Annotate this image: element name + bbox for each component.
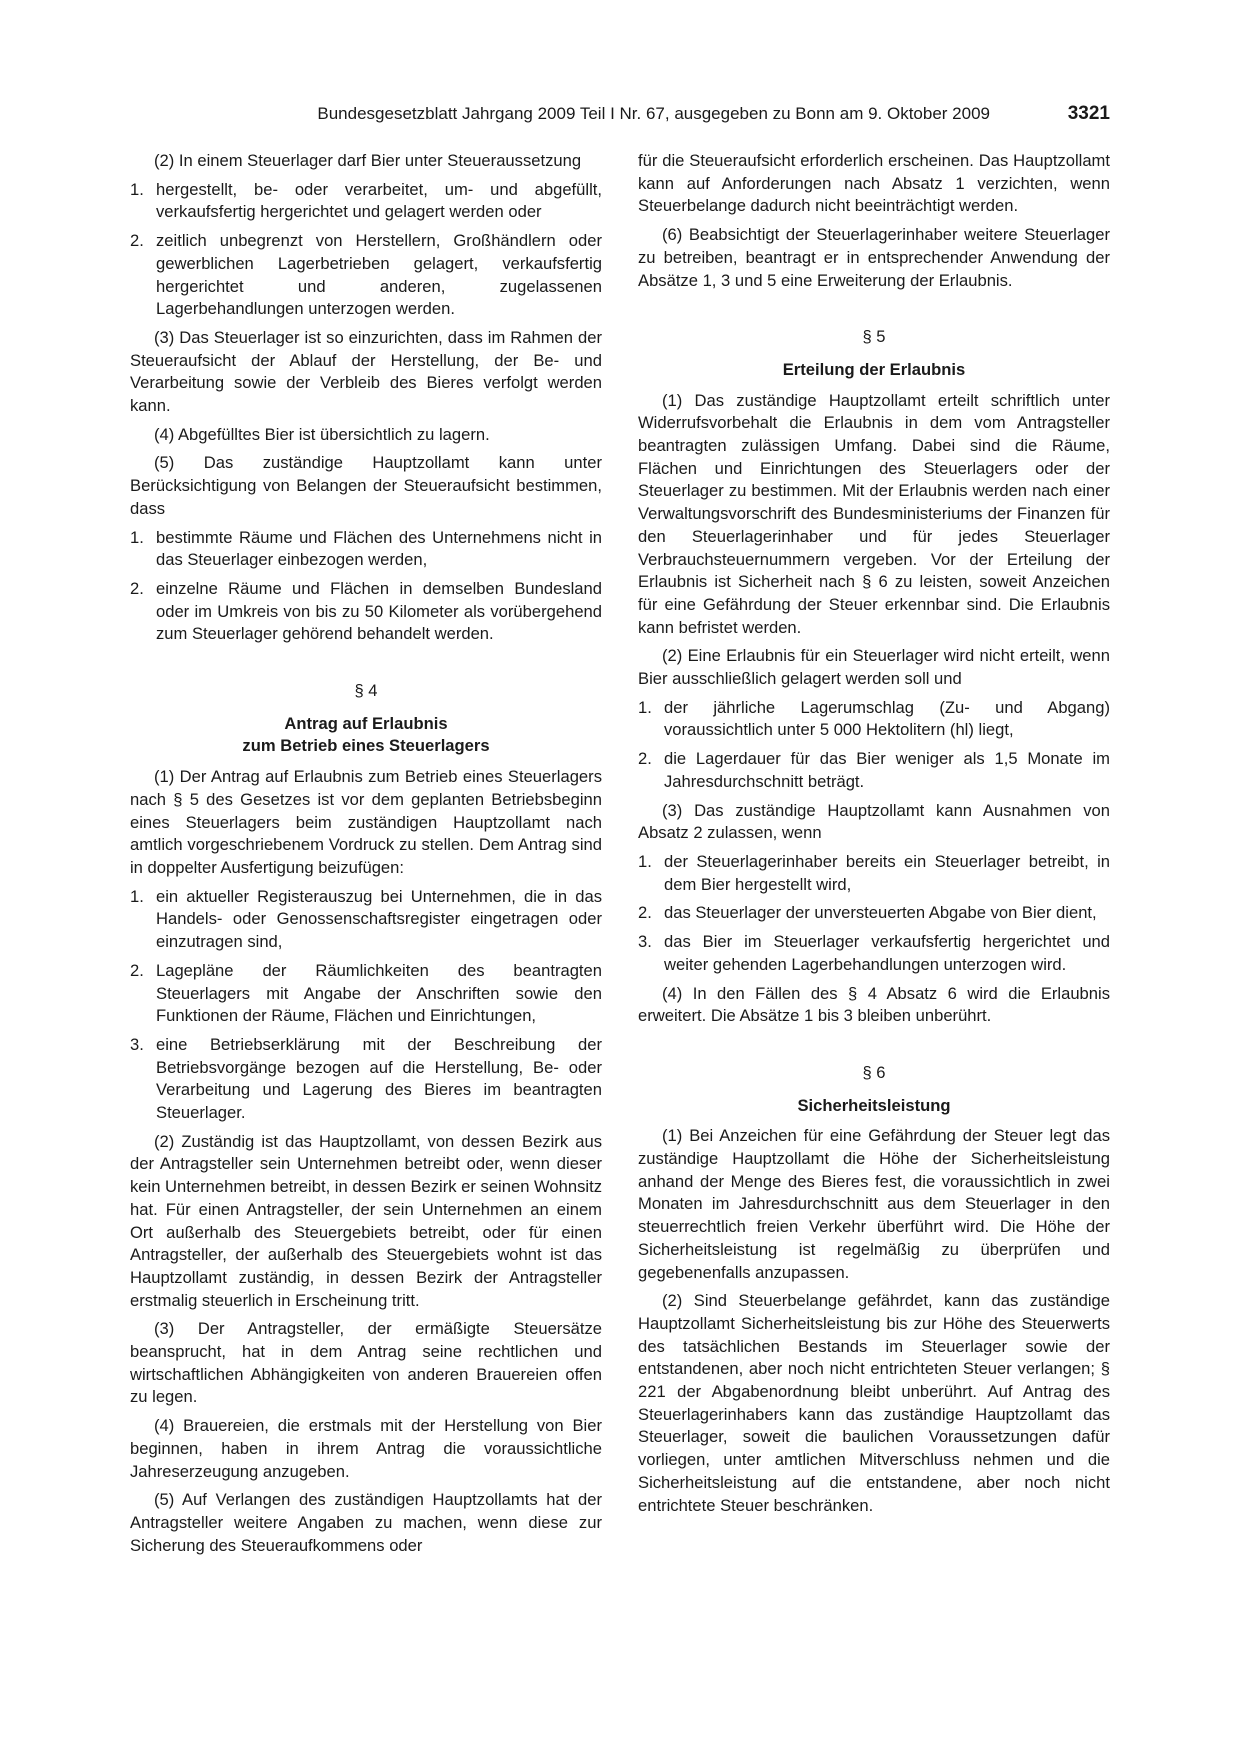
section-4-paragraph-5: (5) Auf Verlangen des zuständigen Hauptzollamts hat der Antragsteller weitere Angaben zu machen, wenn diese zur Sicherung des Steueraufkommens oder [130, 1490, 602, 1555]
paragraph-3: (3) Das Steuerlager ist so einzurichten, dass im Rahmen der Steueraufsicht der Ablauf der Herstellung, der Be- und Verarbeitung sowie der Verbleib des Bieres verfolgt werden kann. [130, 327, 602, 416]
section-5-number: § 5 [862, 327, 886, 347]
paragraph-2-intro: (2) In einem Steuerlager darf Bier unter Steueraussetzung [154, 151, 582, 170]
section-5-paragraph-2-intro: (2) Eine Erlaubnis für ein Steuerlager wird nicht erteilt, wenn Bier ausschließlich gelagert werden soll und [638, 646, 1110, 689]
section-4-paragraph-4: (4) Brauereien, die erstmals mit der Herstellung von Bier beginnen, haben in ihrem Antrag die voraussichtliche Jahreserzeugung anzugeben. [130, 1416, 602, 1481]
list-item: 3. eine Betriebserklärung mit der Beschreibung der Betriebsvorgänge bezogen auf die Herstellung, Be- oder Verarbeitung und Lagerung des Bieres im beantragten Steuerlager. [130, 1034, 602, 1123]
section-4-number: § 4 [354, 681, 378, 701]
section-4-paragraph-6: (6) Beabsichtigt der Steuerlagerinhaber weitere Steuerlager zu betreiben, beantragt er in entsprechender Anwendung der Absätze 1, 3 und 5 eine Erweiterung der Erlaubnis. [638, 225, 1110, 290]
section-5-title: Erteilung der Erlaubnis [782, 359, 966, 379]
paragraph-5-intro: (5) Das zuständige Hauptzollamt kann unter Berücksichtigung von Belangen der Steueraufsicht bestimmen, dass [130, 453, 602, 518]
section-6-number: § 6 [862, 1062, 886, 1082]
section-5-paragraph-3-intro: (3) Das zuständige Hauptzollamt kann Ausnahmen von Absatz 2 zulassen, wenn [638, 800, 1110, 843]
section-6-paragraph-2: (2) Sind Steuerbelange gefährdet, kann das zuständige Hauptzollamt Sicherheitsleistung bis zur Höhe des Steuerwerts des tatsächlichen Bestands im Steuerlager sowie der entstandenen, aber noch nicht entrichteten Steuer verlangen; § 221 der Abgabenordnung bleibt unberührt. Auf Antrag des Steuerlagerinhabers kann das zuständige Hauptzollamt das Steuerlager, soweit die baulichen Voraussetzungen dafür vorliegen, unter amtlichen Mitverschluss nehmen und die Sicherheitsleistung auf die entstandene, aber noch nicht entrichtete Steuer beschränken. [638, 1291, 1110, 1515]
list-item: 3. das Bier im Steuerlager verkaufsfertig hergerichtet und weiter gehenden Lagerbehandlungen unterzogen wird. [638, 932, 1110, 974]
list-item: 1. ein aktueller Registerauszug bei Unternehmen, die in das Handels- oder Genossenschaftsregister eingetragen oder einzutragen sind, [130, 886, 602, 952]
section-4-paragraph-1-intro: (1) Der Antrag auf Erlaubnis zum Betrieb eines Steuerlagers nach § 5 des Gesetzes ist vor dem geplanten Betriebsbeginn eines Steuerlagers beim zuständigen Hauptzollamt nach amtlich vorgeschriebenem Vordruck zu stellen. Dem Antrag sind in doppelter Ausfertigung beizufügen: [130, 767, 602, 877]
section-4-paragraph-2: (2) Zuständig ist das Hauptzollamt, von dessen Bezirk aus der Antragsteller sein Unternehmen betreibt oder, wenn dieser kein Unternehmen betreibt, in dessen Bezirk er seinen Wohnsitz hat. Für einen Antragsteller, der sein Unternehmen an einem Ort außerhalb des Steuergebiets betreibt, oder für einen Antragsteller, der außerhalb des Steuergebiets wohnt ist das Hauptzollamt zuständig, in dessen Bezirk der Antragsteller erstmalig steuerlich in Erscheinung tritt. [130, 1131, 602, 1310]
section-4-title: Antrag auf Erlaubnis zum Betrieb eines Steuerlagers [242, 713, 490, 756]
list-item: 2. die Lagerdauer für das Bier weniger als 1,5 Monate im Jahresdurchschnitt beträgt. [638, 749, 1110, 791]
section-4-paragraph-5-continued: für die Steueraufsicht erforderlich erscheinen. Das Hauptzollamt kann auf Anforderungen nach Absatz 1 verzichten, wenn Steuerbelange dadurch nicht beeinträchtigt werden. [638, 151, 1110, 216]
list-item: 2. einzelne Räume und Flächen in demselben Bundesland oder im Umkreis von bis zu 50 Kilometer als vorübergehend zum Steuerlager gehörend behandelt werden. [130, 578, 602, 644]
list-item: 1. der Steuerlagerinhaber bereits ein Steuerlager betreibt, in dem Bier hergestellt wird, [638, 851, 1110, 894]
list-item: 2. zeitlich unbegrenzt von Herstellern, Großhändlern oder gewerblichen Lagerbetrieben gelagert, verkaufsfertig hergerichtet und anderen, zugelassenen Lagerbehandlungen unterzogen werden. [130, 231, 602, 319]
list-item: 1. bestimmte Räume und Flächen des Unternehmens nicht in das Steuerlager einbezogen werden, [130, 527, 602, 570]
page-number: 3321 [1067, 103, 1110, 124]
paragraph-4: (4) Abgefülltes Bier ist übersichtlich zu lagern. [154, 424, 490, 444]
page-header [130, 99, 1110, 129]
list-item: 1. hergestellt, be- oder verarbeitet, um- und abgefüllt, verkaufsfertig hergerichtet und gelagert werden oder [130, 179, 602, 222]
section-5-paragraph-4: (4) In den Fällen des § 4 Absatz 6 wird die Erlaubnis erweitert. Die Absätze 1 bis 3 bleiben unberührt. [638, 983, 1110, 1026]
section-6-paragraph-1: (1) Bei Anzeichen für eine Gefährdung der Steuer legt das zuständige Hauptzollamt die Höhe der Sicherheitsleistung anhand der Menge des Bieres fest, die voraussichtlich in zwei Monaten im Jahresdurchschnitt aus dem Steuerlager in den steuerrechtlich freien Verkehr überführt wird. Die Höhe der Sicherheitsleistung ist regelmäßig zu überprüfen und gegebenenfalls anzupassen. [638, 1126, 1110, 1282]
section-6-title: Sicherheitsleistung [797, 1095, 951, 1115]
section-5-paragraph-1: (1) Das zuständige Hauptzollamt erteilt schriftlich unter Widerrufsvorbehalt die Erlaubnis in dem vom Antragsteller beantragten zulässigen Umfang. Dabei sind die Räume, Flächen und Einrichtungen des Steuerlagers oder der Steuerlager zu bestimmen. Mit der Erlaubnis werden nach einer Verwaltungsvorschrift des Bundesministeriums der Finanzen für den Steuerlagerinhaber und für jedes Steuerlager Verbrauchsteuernummern vergeben. Vor der Erteilung der Erlaubnis ist Sicherheit nach § 6 zu leisten, soweit Anzeichen für eine Gefährdung der Steuer erkennbar sind. Die Erlaubnis kann befristet werden. [638, 390, 1110, 637]
left-column [130, 150, 602, 1563]
list-item: 1. der jährliche Lagerumschlag (Zu- und Abgang) voraussichtlich unter 5 000 Hektolitern (hl) liegt, [638, 697, 1110, 740]
running-title: Bundesgesetzblatt Jahrgang 2009 Teil I Nr. 67, ausgegeben zu Bonn am 9. Oktober 2009 [317, 104, 990, 123]
right-column [638, 150, 1110, 1523]
section-4-paragraph-3: (3) Der Antragsteller, der ermäßigte Steuersätze beansprucht, hat in dem Antrag seine rechtlichen und wirtschaftlichen Abhängigkeiten von anderen Brauereien offen zu legen. [130, 1319, 602, 1407]
list-item: 2. Lagepläne der Räumlichkeiten des beantragten Steuerlagers mit Angabe der Anschriften sowie den Funktionen der Räume, Flächen und Einrichtungen, [130, 960, 602, 1026]
list-item: 2. das Steuerlager der unversteuerten Abgabe von Bier dient, [638, 903, 1097, 923]
